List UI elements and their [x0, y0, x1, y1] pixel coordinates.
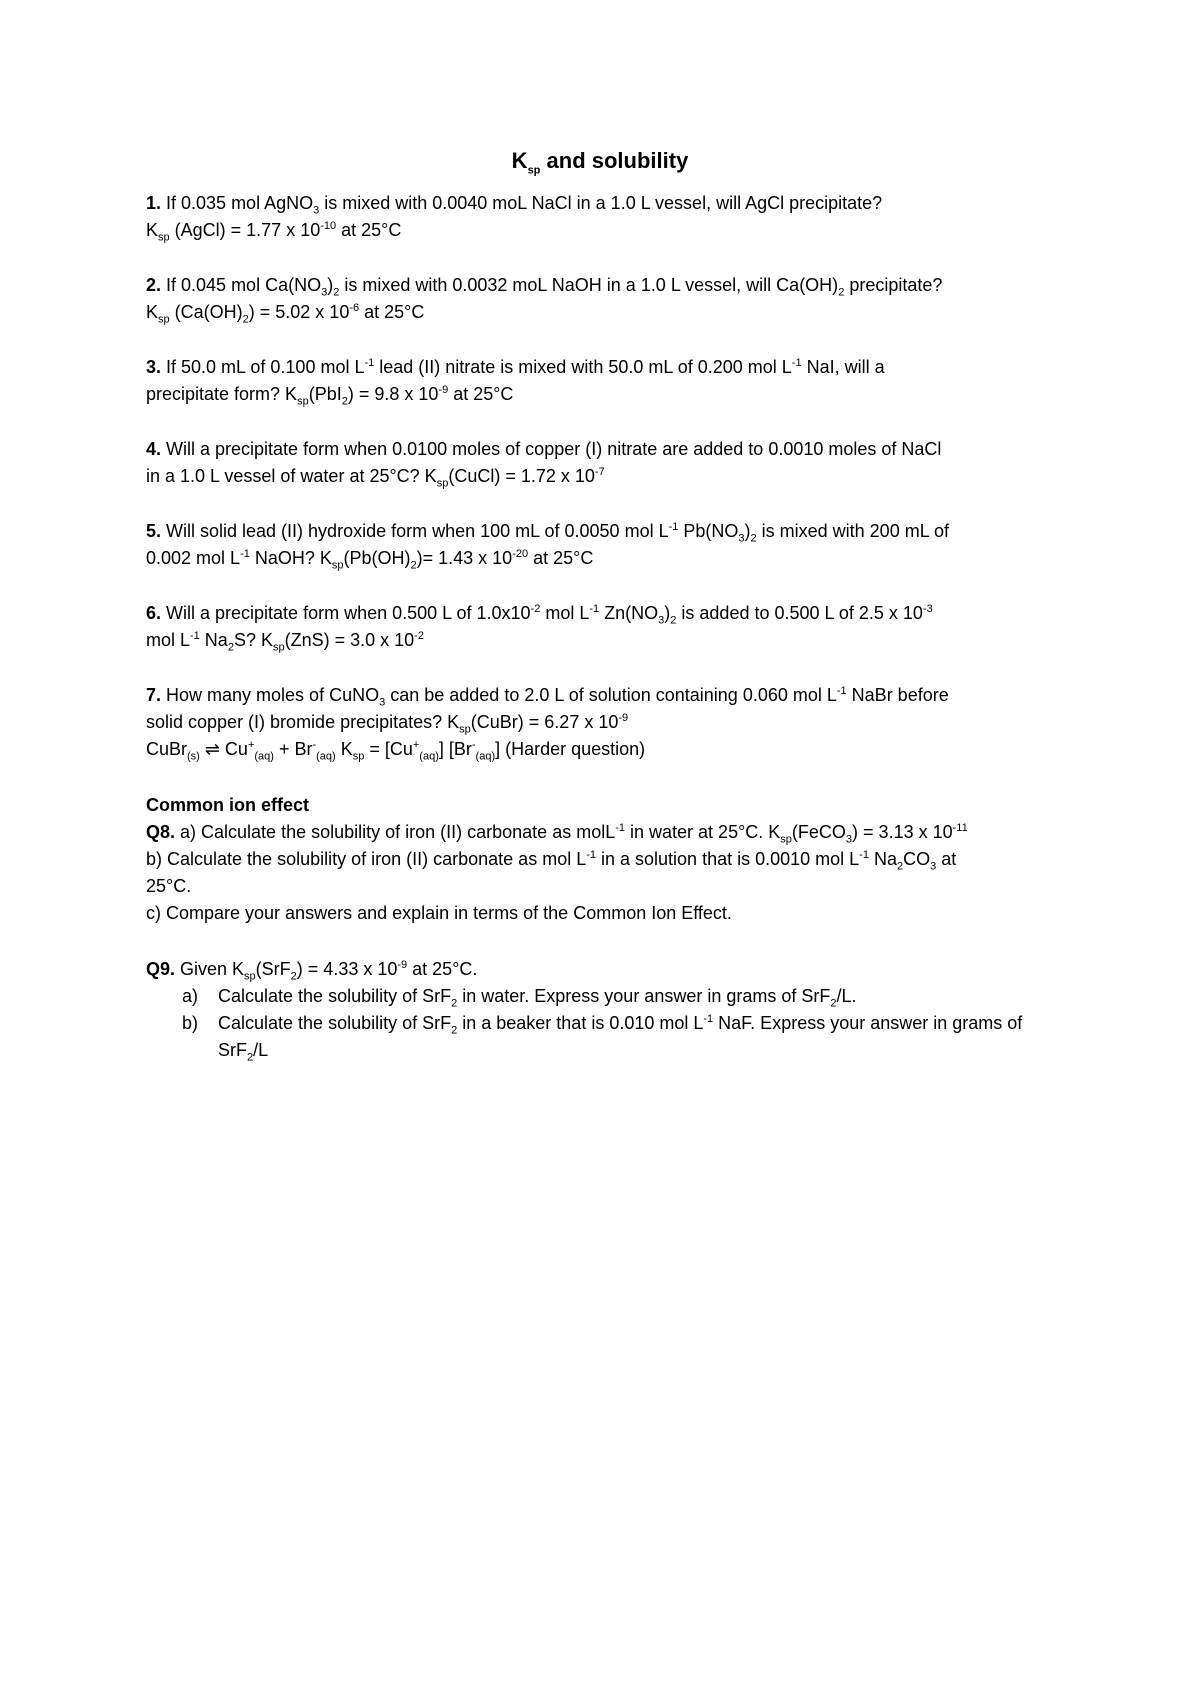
equilibrium-equation: CuBr$_{(s)}$ ⇌ $Cu^+_{(aq)} + Br^-_{(aq)}$ $K_{sp} = [Cu^+_{(aq)}]$ $[Br^-_{(aq)}]$ (Harder question) [146, 739, 646, 763]
list-item: b) Calculate the solubility of SrF$_2$ in a beaker that is 0.010 mol $L^{-1}$ NaF. Express your answer in grams of SrF$_2$/L [182, 1013, 1023, 1064]
section-heading: Common ion effect [146, 795, 310, 815]
list-item: a) Calculate the solubility of SrF$_2$ in water. Express your answer in grams of SrF$_2$/L. [182, 986, 857, 1010]
question-6: 6. Will a precipitate form when 0.500 L of $1.0x10^{-2}$ mol $L^{-1}$ $Zn(NO_3)_2$ is added to 0.500 L of 2.5 x $10^{-3}$ mol $L^{-1}$ $Na_2S$? $K_{sp}(ZnS) = 3.0$ x $10^{-2}$ [146, 603, 933, 654]
common-ion-section: Common ion effect Q8. a) Calculate the solubility of iron (II) carbonate as molL$^{-1}$ in water at 25°C. $K_{sp}(FeCO_3) = 3.13$ x $10^{-11}$ b) Calculate the solubility of iron (II) carbonate as mol $L^{-1}$ in a solution that is 0.0010 mol $L^{-1}$ $Na_2CO_3$ at 25°C. c) Compare your answers and explain in terms of the Common Ion Effect. [146, 792, 1066, 927]
question-3: 3. If 50.0 mL of 0.100 mol $L^{-1}$ lead (II) nitrate is mixed with 50.0 mL of 0.200 mol $L^{-1}$ NaI, will a precipitate form? $K_{sp}(PbI_2) = 9.8$ x $10^{-9}$ at 25°C [146, 357, 885, 408]
question-1: 1. If 0.035 mol AgNO$_3$ is mixed with 0.0040 moL NaCl in a 1.0 L vessel, will AgCl precipitate? $K_{sp}$ (AgCl) = 1.77 x $10^{-10}$ at 25°C [146, 193, 883, 244]
question-7: 7. How many moles of CuNO$_3$ can be added to 2.0 L of solution containing 0.060 mol $L^{-1}$ NaBr before solid copper (I) bromide precipitates? $K_{sp}(CuBr) = 6.27$ x $10^{-9}$ CuBr$_{(s)}$ ⇌ $Cu^+_{(aq)} + Br^-_{(aq)}$ $K_{sp} = [Cu^+_{(aq)}]$ $[Br^-_{(aq)}]$ (Harder question) [146, 682, 1066, 763]
question-2: 2. If 0.045 mol $Ca(NO_3)_2$ is mixed with 0.0032 moL NaOH in a 1.0 L vessel, will $Ca(OH)_2$ precipitate? $K_{sp}$ $(Ca(OH)_2) = 5.02$ x $10^{-6}$ at 25°C [146, 275, 943, 326]
question-4: 4. Will a precipitate form when 0.0100 moles of copper (I) nitrate are added to 0.0010 moles of NaCl in a 1.0 L vessel of water at 25°C? $K_{sp}(CuCl) = 1.72$ x $10^{-7}$ [146, 439, 942, 490]
question-9: Q9. Given $K_{sp}(SrF_2) = 4.33$ x $10^{-9}$ at 25°C. a) Calculate the solubility of SrF$_2$ in water. Express your answer in grams of SrF$_2$/L. b) Calculate the solubility of SrF$_2$ in a beaker that is 0.010 mol $L^{-1}$ NaF. Express your answer in grams of SrF$_2$/L [146, 956, 1066, 1064]
page-title: $K_{sp}$ and solubility [511, 148, 689, 177]
question-5: 5. Will solid lead (II) hydroxide form when 100 mL of 0.0050 mol $L^{-1}$ $Pb(NO_3)_2$ is mixed with 200 mL of 0.002 mol $L^{-1}$ NaOH? $K_{sp}(Pb(OH)_2)= 1.43$ x $10^{-20}$ at 25°C [146, 521, 950, 572]
